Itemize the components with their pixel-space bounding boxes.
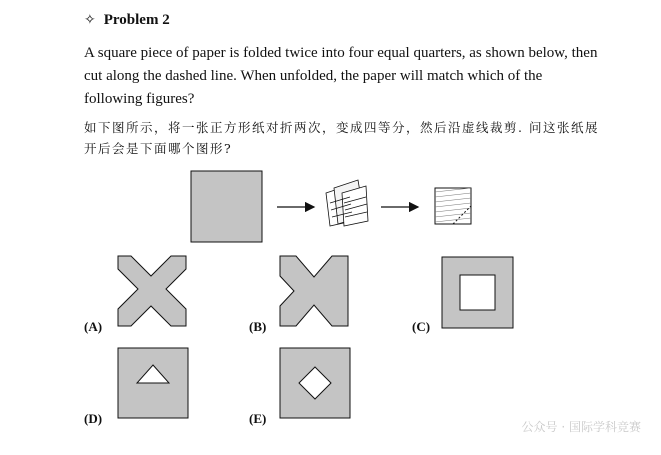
option-c-figure[interactable]: [442, 257, 513, 328]
sparkle-icon: ✧: [84, 13, 96, 28]
option-b-figure[interactable]: [280, 256, 348, 326]
option-a-label[interactable]: (A): [84, 319, 103, 334]
option-a-figure[interactable]: [118, 256, 186, 326]
original-square-paper: [191, 171, 262, 242]
problem-text-chinese: 如下图所示，将一张正方形纸对折两次，变成四等分，然后沿虚线裁剪. 问这张纸展开后会是下面哪个图形?: [84, 120, 599, 156]
option-d-figure[interactable]: [118, 348, 188, 418]
problem-title: Problem 2: [103, 12, 170, 28]
problem-text-english: A square piece of paper is folded twice into four equal quarters, as shown below, then cut along the dashed line. When unfolded, the paper will match which of the following figures?: [84, 45, 598, 107]
option-d-label[interactable]: (D): [84, 411, 103, 426]
folded-quarter-paper: [435, 188, 471, 224]
watermark: 公众号 · 国际学科竞赛: [521, 420, 641, 434]
option-e-figure[interactable]: [280, 348, 350, 418]
folding-paper-illustration: [326, 180, 368, 226]
option-e-label[interactable]: (E): [249, 411, 267, 426]
option-b-label[interactable]: (B): [249, 319, 267, 334]
option-c-label[interactable]: (C): [412, 319, 431, 334]
